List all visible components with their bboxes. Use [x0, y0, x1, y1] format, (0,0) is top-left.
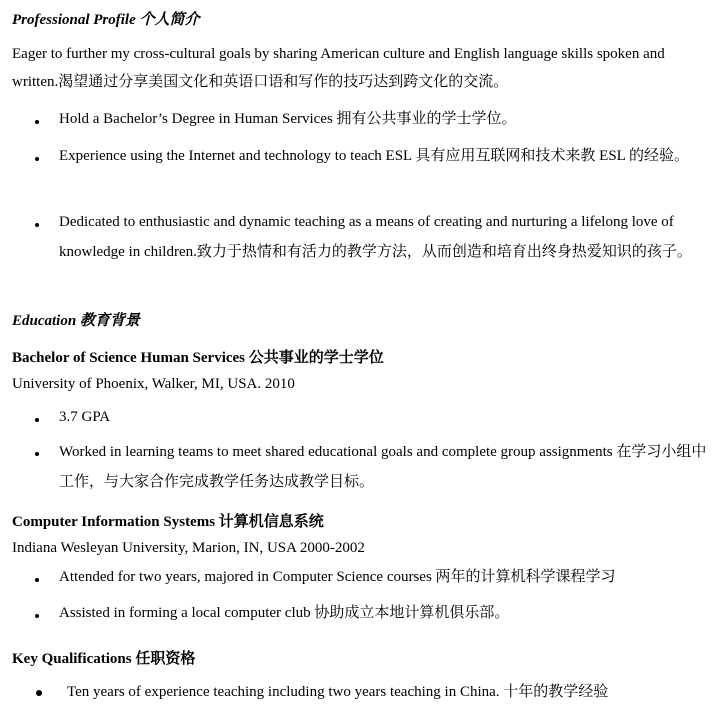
qualifications-heading: Key Qualifications 任职资格: [12, 651, 196, 667]
bullet-icon: [35, 418, 39, 422]
degree-1-title: Bachelor of Science Human Services 公共事业的学士学位: [12, 350, 384, 366]
profile-bullet-1: Hold a Bachelor’s Degree in Human Services 拥有公共事业的学士学位。: [59, 111, 517, 127]
degree-1-bullet-1: 3.7 GPA: [59, 409, 111, 425]
profile-bullet-3: Dedicated to enthusiastic and dynamic teaching as a means of creating and nurturing a lifelong love of knowledge in children.致力于热情和有活力的教学方法，从而创造和培育出终身热爱知识的孩子。: [59, 214, 692, 260]
bullet-icon: [35, 452, 39, 456]
degree-2-school: Indiana Wesleyan University, Marion, IN, USA 2000-2002: [12, 540, 365, 556]
bullet-icon: [35, 223, 39, 227]
degree-1-bullet-2: Worked in learning teams to meet shared educational goals and complete group assignments 在学习小组中工作，与大家合作完成教学任务达成教学目标。: [59, 444, 707, 490]
bullet-icon: [35, 120, 39, 124]
qualification-bullet-1: Ten years of experience teaching including two years teaching in China. 十年的教学经验: [67, 684, 609, 700]
degree-2-bullet-2: Assisted in forming a local computer club 协助成立本地计算机俱乐部。: [59, 605, 510, 621]
degree-2-bullet-1: Attended for two years, majored in Computer Science courses 两年的计算机科学课程学习: [59, 569, 616, 585]
degree-1-school: University of Phoenix, Walker, MI, USA. 2010: [12, 376, 295, 392]
profile-intro-line-1: Eager to further my cross-cultural goals by sharing American culture and English language skills spoken and: [12, 46, 665, 62]
bullet-icon: [35, 578, 39, 582]
bullet-icon: [35, 614, 39, 618]
profile-intro-line-2: written.渴望通过分享美国文化和英语口语和写作的技巧达到跨文化的交流。: [12, 74, 509, 90]
profile-heading: Professional Profile 个人简介: [12, 12, 200, 28]
bullet-icon: [35, 157, 39, 161]
bullet-icon: [36, 690, 42, 696]
degree-2-title: Computer Information Systems 计算机信息系统: [12, 514, 324, 530]
education-heading: Education 教育背景: [12, 313, 140, 329]
profile-bullet-2: Experience using the Internet and technology to teach ESL 具有应用互联网和技术来教 ESL 的经验。: [59, 148, 690, 164]
